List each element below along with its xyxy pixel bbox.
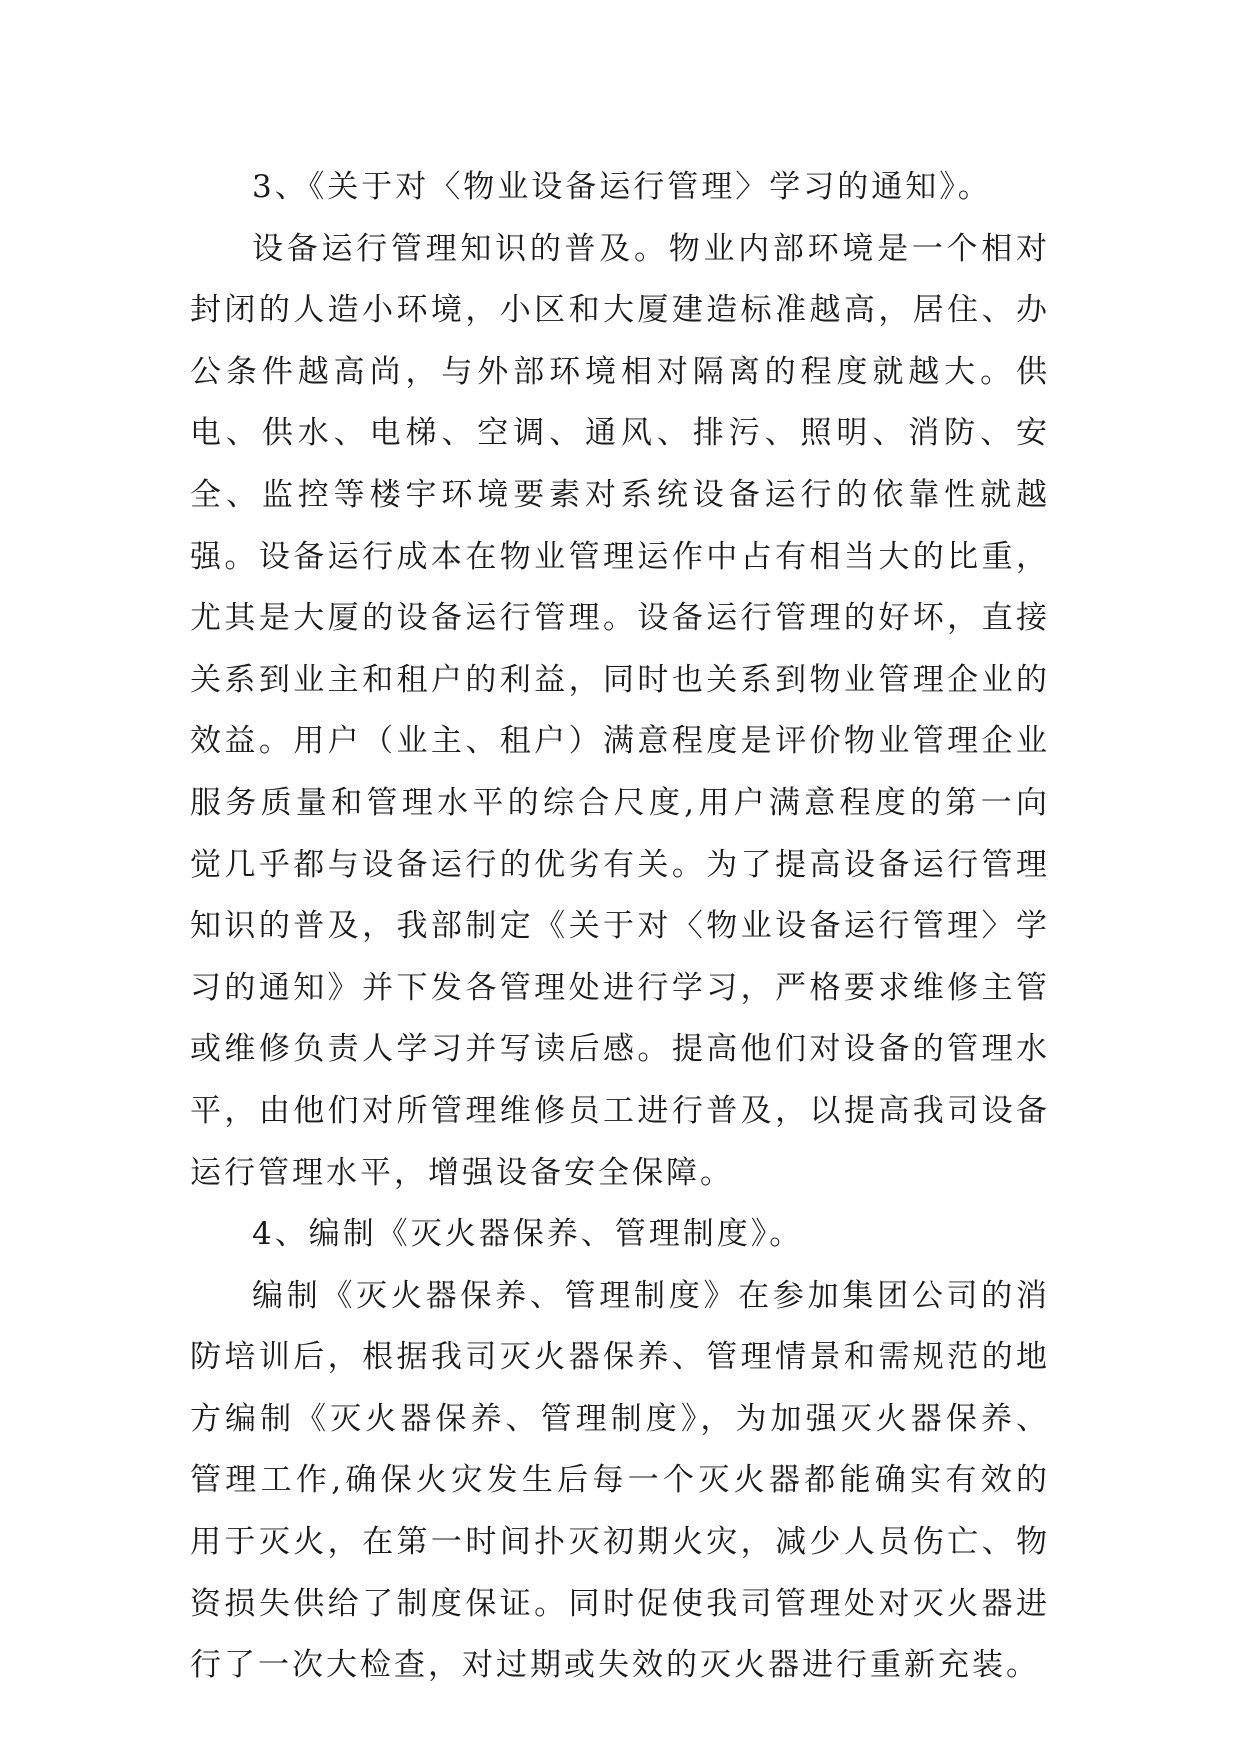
paragraph-equipment-management: 设备运行管理知识的普及。物业内部环境是一个相对封闭的人造小环境，小区和大厦建造标准越高，居住、办公条件越高尚，与外部环境相对隔离的程度就越大。供电、供水、电梯、空调、通风、排污、照明、消防、安全、监控等楼宇环境要素对系统设备运行的依靠性就越强。设备运行成本在物业管理运作中占有相当大的比重，尤其是大厦的设备运行管理。设备运行管理的好坏，直接关系到业主和租户的利益，同时也关系到物业管理企业的效益。用户（业主、租户）满意程度是评价物业管理企业服务质量和管理水平的综合尺度,用户满意程度的第一向觉几乎都与设备运行的优劣有关。为了提高设备运行管理知识的普及，我部制定《关于对〈物业设备运行管理〉学习的通知》并下发各管理处进行学习，严格要求维修主管或维修负责人学习并写读后感。提高他们对设备的管理水平，由他们对所管理维修员工进行普及，以提高我司设备运行管理水平，增强设备安全保障。 <box>190 230 1050 1191</box>
paragraph-extinguisher-rules: 编制《灭火器保养、管理制度》在参加集团公司的消防培训后，根据我司灭火器保养、管理情景和需规范的地方编制《灭火器保养、管理制度》，为加强灭火器保养、管理工作,确保火灾发生后每一个灭火器都能确实有效的用于灭火，在第一时间扑灭初期火灾，减少人员伤亡、物资损失供给了制度保证。同时促使我司管理处对灭火器进行了一次大检查，对过期或失效的灭火器进行重新充装。 <box>190 1277 1050 1684</box>
document-body <box>190 157 1050 1697</box>
section-heading-4: 4、编制《灭火器保养、管理制度》。 <box>252 1216 804 1253</box>
section-heading-3: 3、《关于对〈物业设备运行管理〉学习的通知》。 <box>252 169 992 205</box>
